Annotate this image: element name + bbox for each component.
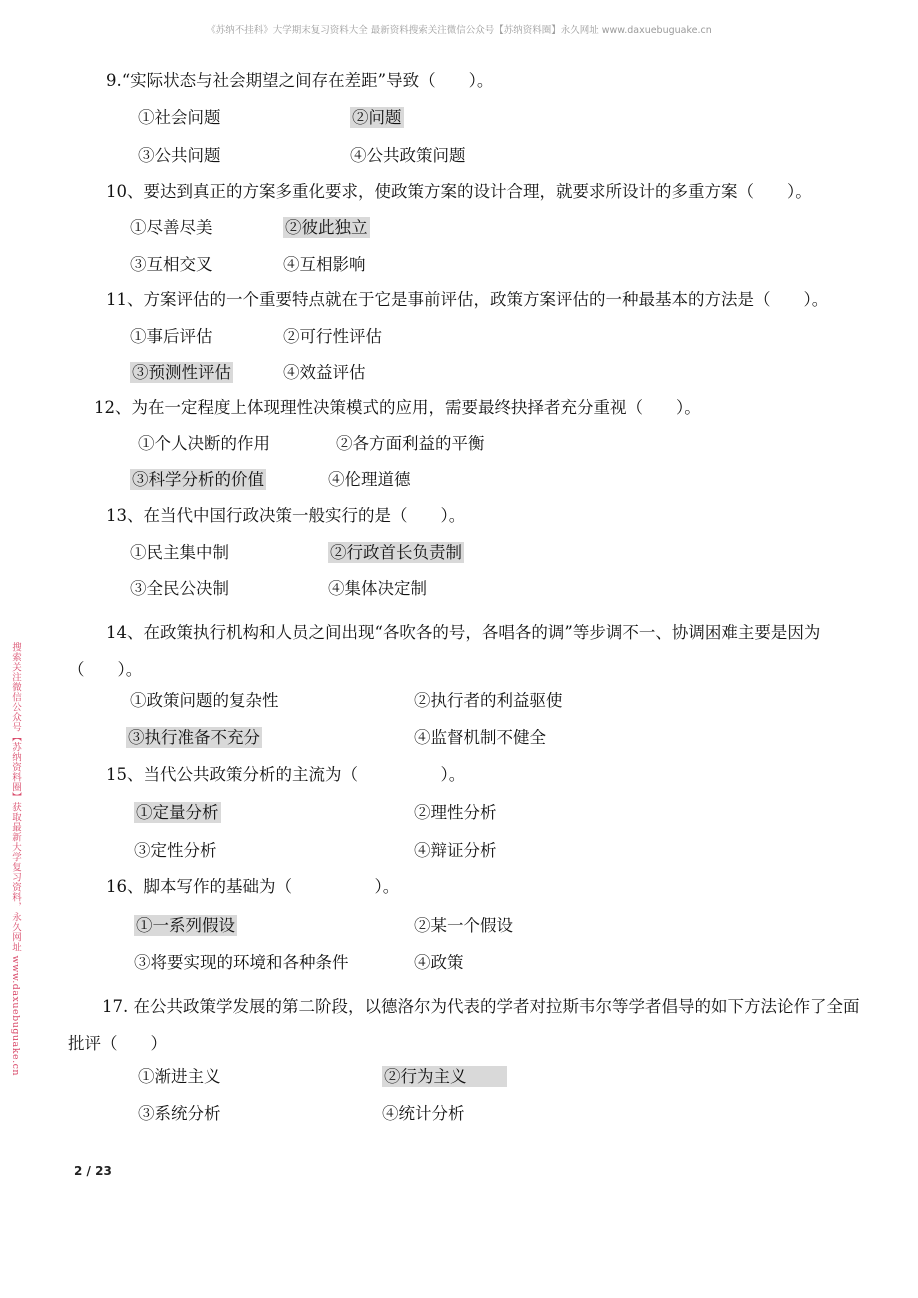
question-17-text: 17. 在公共政策学发展的第二阶段，以德洛尔为代表的学者对拉斯韦尔等学者倡导的如下方法论作了全面批评（ ） <box>68 997 860 1053</box>
option-answer <box>382 1066 507 1088</box>
answer-highlight: ②彼此独立 <box>285 218 368 237</box>
option-answer <box>134 915 237 937</box>
option: ③定性分析 <box>134 841 217 860</box>
option-answer <box>134 802 221 824</box>
answer-highlight: ③执行准备不充分 <box>128 728 260 747</box>
option: ①事后评估 <box>130 327 213 346</box>
option-answer <box>126 727 262 749</box>
option: ②执行者的利益驱使 <box>414 691 563 710</box>
option: ④监督机制不健全 <box>414 728 546 747</box>
option: ④政策 <box>414 953 464 972</box>
option: ②理性分析 <box>414 803 497 822</box>
option: ④伦理道德 <box>328 470 411 489</box>
question-14-text: 14、在政策执行机构和人员之间出现“各吹各的号，各唱各的调”等步调不一、协调困难主要是因为（ ）。 <box>68 623 821 679</box>
option: ①渐进主义 <box>138 1067 221 1086</box>
answer-highlight: ①定量分析 <box>136 803 219 822</box>
option: ④统计分析 <box>382 1104 465 1123</box>
option-answer <box>283 217 370 239</box>
option: ③将要实现的环境和各种条件 <box>134 953 349 972</box>
option-answer <box>350 107 404 129</box>
question-15: 15、当代公共政策分析的主流为（ ）。 <box>106 765 466 784</box>
option-answer <box>328 542 464 564</box>
answer-highlight: ①一系列假设 <box>136 916 235 935</box>
answer-highlight: ③科学分析的价值 <box>132 470 264 489</box>
answer-highlight: ②问题 <box>352 108 402 127</box>
question-17 <box>68 988 868 1062</box>
option: ④集体决定制 <box>328 579 427 598</box>
option: ①政策问题的复杂性 <box>130 691 279 710</box>
option: ②某一个假设 <box>414 916 513 935</box>
question-11: 11、方案评估的一个重要特点就在于它是事前评估，政策方案评估的一种最基本的方法是（ ）。 <box>106 290 829 309</box>
option: ④互相影响 <box>283 255 366 274</box>
option: ①个人决断的作用 <box>138 434 270 453</box>
question-10: 10、要达到真正的方案多重化要求，使政策方案的设计合理，就要求所设计的多重方案（ ）。 <box>106 182 812 201</box>
option: ③系统分析 <box>138 1104 221 1123</box>
answer-highlight: ③预测性评估 <box>132 363 231 382</box>
option: ②可行性评估 <box>283 327 382 346</box>
question-13: 13、在当代中国行政决策一般实行的是（ ）。 <box>106 506 466 525</box>
option: ④效益评估 <box>283 363 366 382</box>
side-watermark: 搜索关注微信公众号【苏纳资料圈】获取最新大学复习资料，永久网址 www.daxuebuguake.cn <box>10 642 21 1077</box>
question-9: 9.“实际状态与社会期望之间存在差距”导致（ ）。 <box>106 71 494 90</box>
option: ③互相交叉 <box>130 255 213 274</box>
page-header-watermark: 《苏纳不挂科》大学期末复习资料大全 最新资料搜索关注微信公众号【苏纳资料圈】永久网址 www.daxuebuguake.cn <box>206 25 712 36</box>
page-number: 2 / 23 <box>74 1164 112 1178</box>
option-answer <box>130 362 233 384</box>
question-12: 12、为在一定程度上体现理性决策模式的应用，需要最终抉择者充分重视（ ）。 <box>94 398 701 417</box>
option: ③全民公决制 <box>130 579 229 598</box>
option: ②各方面利益的平衡 <box>336 434 485 453</box>
option: ①尽善尽美 <box>130 218 213 237</box>
question-16: 16、脚本写作的基础为（ ）。 <box>106 877 400 896</box>
answer-highlight: ②行为主义 <box>382 1066 507 1087</box>
option-answer <box>130 469 266 491</box>
option: ④公共政策问题 <box>350 146 466 165</box>
option: ①民主集中制 <box>130 543 229 562</box>
question-14 <box>68 614 868 688</box>
option: ③公共问题 <box>138 146 221 165</box>
option: ①社会问题 <box>138 108 221 127</box>
option: ④辩证分析 <box>414 841 497 860</box>
answer-highlight: ②行政首长负责制 <box>330 543 462 562</box>
